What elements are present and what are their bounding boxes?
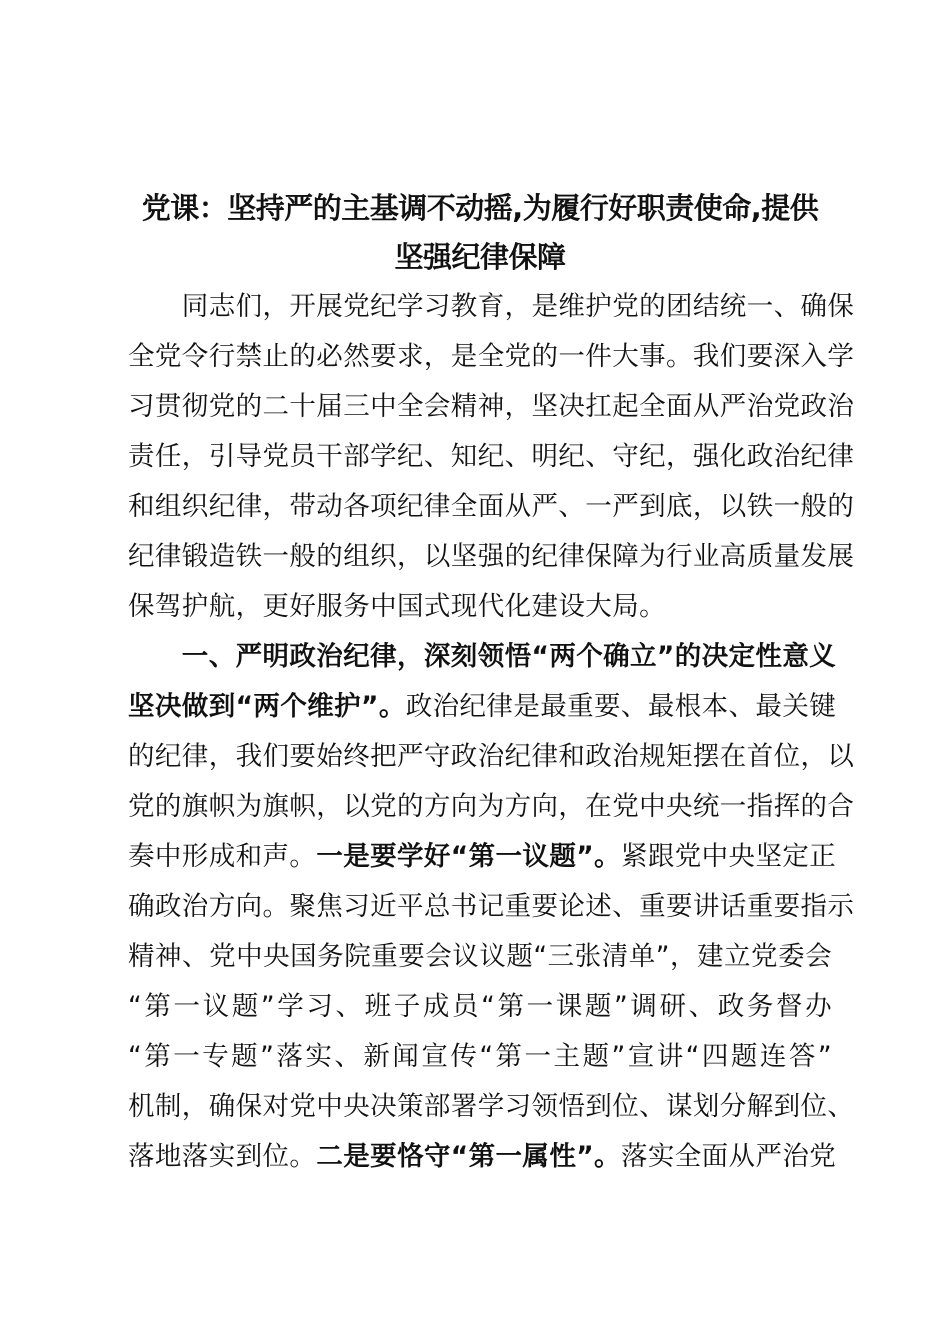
text-span: 落实全面从严治党 <box>620 1141 837 1172</box>
text-line: 责任，引导党员干部学纪、知纪、明纪、守纪，强化政治纪律 <box>128 441 855 472</box>
document-title-line-1: 党课：坚持严的主基调不动摇,为履行好职责使命,提供 <box>141 191 819 225</box>
text-line: 机制，确保对党中央决策部署学习领悟到位、谋划分解到位、 <box>128 1091 855 1122</box>
text-line: 保驾护航，更好服务中国式现代化建设大局。 <box>128 591 666 622</box>
text-span: 奏中形成和声。 <box>128 841 317 872</box>
text-line <box>128 832 837 882</box>
text-line: 全党令行禁止的必然要求，是全党的一件大事。我们要深入学 <box>128 341 855 372</box>
text-line: 习贯彻党的二十届三中全会精神，坚决扛起全面从严治党政治 <box>128 391 855 422</box>
text-span: 落地落实到位。 <box>128 1141 317 1172</box>
point-heading-two: 二是要恪守“第一属性”。 <box>316 1141 621 1172</box>
section-heading-continued: 坚决做到“两个维护”。 <box>128 691 406 722</box>
section-heading: 一、严明政治纪律，深刻领悟“两个确立”的决定性意义 <box>128 641 837 672</box>
text-line: 精神、党中央国务院重要会议议题“三张清单”，建立党委会 <box>128 941 832 972</box>
point-heading-one: 一是要学好“第一议题”。 <box>316 841 621 872</box>
text-line: “第一议题”学习、班子成员“第一课题”调研、政务督办 <box>128 991 832 1022</box>
text-span: 政治纪律是最重要、最根本、最关键 <box>405 691 837 722</box>
text-line: 和组织纪律，带动各项纪律全面从严、一严到底，以铁一般的 <box>128 491 855 522</box>
text-line: 同志们，开展党纪学习教育，是维护党的团结统一、确保 <box>128 291 855 322</box>
text-line: 党的旗帜为旗帜，以党的方向为方向，在党中央统一指挥的合 <box>128 791 855 822</box>
text-line <box>128 682 837 732</box>
text-line: 的纪律，我们要始终把严守政治纪律和政治规矩摆在首位，以 <box>128 741 855 772</box>
text-line: 确政治方向。聚焦习近平总书记重要论述、重要讲话重要指示 <box>128 891 855 922</box>
text-line: 纪律锻造铁一般的组织，以坚强的纪律保障为行业高质量发展 <box>128 541 855 572</box>
text-span: 紧跟党中央坚定正 <box>620 841 837 872</box>
document-title-line-2: 坚强纪律保障 <box>394 240 566 274</box>
text-line <box>128 1132 837 1182</box>
text-line: “第一专题”落实、新闻宣传“第一主题”宣讲“四题连答” <box>128 1041 832 1072</box>
